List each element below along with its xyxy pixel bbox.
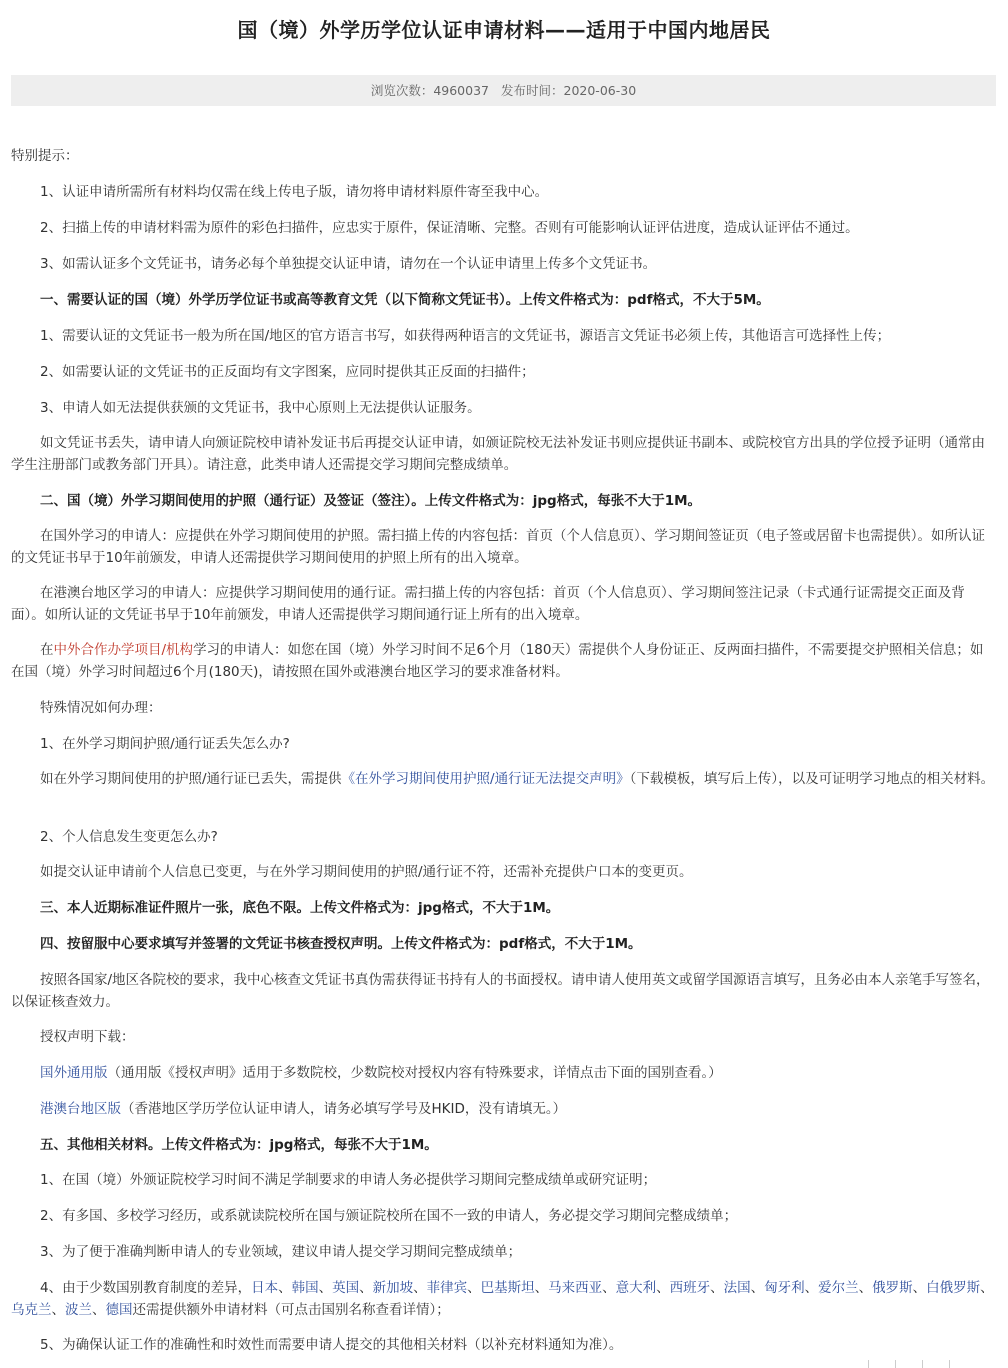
country-separator: 、: [534, 1280, 549, 1296]
section-1-heading: 一、需要认证的国（境）外学历学位证书或高等教育文凭（以下简称文凭证书）。上传文件格式为：pdf格式，不大于5M。: [40, 292, 770, 308]
hk-macao-taiwan-version-note: （香港地区学历学位认证申请人，请务必填写学号及HKID，没有请填无。）: [121, 1101, 567, 1117]
country-link[interactable]: 巴基斯坦: [480, 1280, 535, 1296]
country-separator: 、: [467, 1280, 481, 1296]
country-separator: 、: [656, 1280, 670, 1296]
section-2-hk-macao-taiwan: 在港澳台地区学习的申请人：应提供学习期间使用的通行证。需扫描上传的内容包括：首页（个人信息页）、学习期间签注记录（卡式通行证需提交正面及背面）。如所认证的文凭证书早于10年前颁发，申请人还需提供学习期间通行证上所有的出入境章。: [11, 585, 965, 623]
country-separator: 、: [858, 1280, 873, 1296]
section-5-heading: 五、其他相关材料。上传文件格式为：jpg格式，每张不大于1M。: [40, 1137, 438, 1153]
country-separator: 、: [92, 1302, 106, 1318]
country-link[interactable]: 白俄罗斯: [926, 1280, 981, 1296]
section-2-heading: 二、国（境）外学习期间使用的护照（通行证）及签证（签注）。上传文件格式为：jpg格式，每张不大于1M。: [40, 493, 702, 509]
item-4-prefix: 4、由于少数国别教育制度的差异，: [40, 1280, 252, 1296]
country-separator: 、: [278, 1280, 292, 1296]
answer-1-prefix: 如在外学习期间使用的护照/通行证已丢失，需提供: [40, 771, 342, 787]
section-5-item-1: 1、在国（境）外颁证院校学习时间不满足学制要求的申请人务必提供学习期间完整成绩单或研究证明；: [40, 1172, 657, 1188]
section-4-text: 按照各国家/地区各院校的要求，我中心核查文凭证书真伪需获得证书持有人的书面授权。请申请人使用英文或留学国源语言填写，且务必由本人亲笔手写签名，以保证核查效力。: [11, 972, 990, 1010]
special-question-2: 2、个人信息发生变更怎么办?: [40, 829, 218, 845]
section-2-cooperative-program: [11, 639, 996, 683]
authorization-download-label: 授权声明下载：: [40, 1029, 135, 1045]
section-5-item-4: [11, 1277, 996, 1321]
country-link[interactable]: 意大利: [615, 1280, 657, 1296]
view-count: 浏览次数：4960037: [370, 83, 489, 98]
section-1-item-1: 1、需要认证的文凭证书一般为所在国/地区的官方语言书写，如获得两种语言的文凭证书，源语言文凭证书必须上传，其他语言可选择性上传；: [40, 328, 891, 344]
article-meta-bar: [11, 75, 996, 106]
general-version-note: （通用版《授权声明》适用于多数院校，少数院校对授权内容有特殊要求，详情点击下面的国别查看。）: [107, 1065, 722, 1081]
section-1-item-3: 3、申请人如无法提供获颁的文凭证书，我中心原则上无法提供认证服务。: [40, 400, 481, 416]
country-separator: 、: [804, 1280, 819, 1296]
country-link[interactable]: 德国: [105, 1302, 133, 1318]
special-answer-2: 如提交认证申请前个人信息已变更，与在外学习期间使用的护照/通行证不符，还需补充提供户口本的变更页。: [40, 864, 693, 880]
general-version-link[interactable]: 国外通用版: [40, 1065, 108, 1081]
tips-heading: 特别提示：: [11, 148, 79, 164]
pagination-decoration: [868, 1358, 988, 1368]
hk-macao-taiwan-version-link[interactable]: 港澳台地区版: [40, 1101, 121, 1117]
country-link[interactable]: 菲律宾: [426, 1280, 468, 1296]
section-2-abroad: 在国外学习的申请人：应提供在外学习期间使用的护照。需扫描上传的内容包括：首页（个人信息页）、学习期间签证页（电子签或居留卡也需提供）。如所认证的文凭证书早于10年前颁发，申请人还需提供学习期间使用的护照上所有的出入境章。: [11, 528, 985, 566]
country-link[interactable]: 韩国: [291, 1280, 319, 1296]
answer-1-suffix: （下载模板，填写后上传），以及可证明学习地点的相关材料。: [629, 771, 995, 787]
coop-text: 学习的申请人：如您在国（境）外学习时间不足6个月（180天）需提供个人身份证正、反两面扫描件，不需要提交护照相关信息；如在国（境）外学习时间超过6个月(180天)，请按照在国外或港澳台地区学习的要求准备材料。: [11, 642, 984, 680]
country-separator: 、: [750, 1280, 765, 1296]
country-separator: 、: [710, 1280, 724, 1296]
country-link[interactable]: 匈牙利: [764, 1280, 805, 1296]
special-answer-1: [11, 768, 996, 790]
section-1-item-2: 2、如需要认证的文凭证书的正反面均有文字图案，应同时提供其正反面的扫描件；: [40, 364, 535, 380]
country-separator: 、: [980, 1280, 994, 1296]
tip-item-1: 1、认证申请所需所有材料均仅需在线上传电子版，请勿将申请材料原件寄至我中心。: [40, 184, 549, 200]
country-link[interactable]: 马来西亚: [548, 1280, 603, 1296]
country-link[interactable]: 西班牙: [669, 1280, 711, 1296]
country-link[interactable]: 爱尔兰: [818, 1280, 859, 1296]
country-separator: 、: [912, 1280, 927, 1296]
special-question-1: 1、在外学习期间护照/通行证丢失怎么办?: [40, 736, 290, 752]
coop-prefix: 在: [40, 642, 54, 658]
section-3-heading: 三、本人近期标准证件照片一张，底色不限。上传文件格式为：jpg格式，不大于1M。: [40, 900, 560, 916]
country-link[interactable]: 乌克兰: [11, 1302, 52, 1318]
section-4-heading: 四、按留服中心要求填写并签署的文凭证书核查授权声明。上传文件格式为：pdf格式，不大于1M。: [40, 936, 642, 952]
tip-item-3: 3、如需认证多个文凭证书，请务必每个单独提交认证申请，请勿在一个认证申请里上传多个文凭证书。: [40, 256, 657, 272]
country-separator: 、: [413, 1280, 427, 1296]
country-link[interactable]: 波兰: [65, 1302, 92, 1318]
country-separator: 、: [359, 1280, 373, 1296]
section-5-item-3: 3、为了便于准确判断申请人的专业领域，建议申请人提交学习期间完整成绩单；: [40, 1244, 522, 1260]
country-separator: 、: [318, 1280, 333, 1296]
page-title: 国（境）外学历学位认证申请材料——适用于中国内地居民: [237, 18, 771, 42]
download-hk-macao-taiwan-version: [11, 1098, 996, 1120]
publish-date: 发布时间：2020-06-30: [501, 83, 637, 98]
country-separator: 、: [602, 1280, 616, 1296]
section-5-item-2: 2、有多国、多校学习经历，或系就读院校所在国与颁证院校所在国不一致的申请人，务必提交学习期间完整成绩单；: [40, 1208, 738, 1224]
item-4-suffix: 还需提供额外申请材料（可点击国别名称查看详情）；: [132, 1302, 450, 1318]
lost-passport-declaration-link[interactable]: 《在外学习期间使用护照/通行证无法提交声明》: [341, 771, 630, 787]
country-separator: 、: [51, 1302, 65, 1318]
download-general-version: [11, 1062, 996, 1084]
country-link[interactable]: 法国: [723, 1280, 751, 1296]
tip-item-2: 2、扫描上传的申请材料需为原件的彩色扫描件，应忠实于原件，保证清晰、完整。否则有可能影响认证评估进度，造成认证评估不通过。: [40, 220, 859, 236]
section-1-lost-certificate: 如文凭证书丢失，请申请人向颁证院校申请补发证书后再提交认证申请，如颁证院校无法补发证书则应提供证书副本、或院校官方出具的学位授予证明（通常由学生注册部门或教务部门开具）。请注意，此类申请人还需提交学习期间完整成绩单。: [11, 435, 985, 473]
country-link[interactable]: 日本: [251, 1280, 279, 1296]
section-5-item-5: 5、为确保认证工作的准确性和时效性而需要申请人提交的其他相关材料（以补充材料通知为准）。: [40, 1337, 623, 1353]
coop-program-link[interactable]: 中外合作办学项目/机构: [53, 642, 194, 658]
country-link[interactable]: 新加坡: [372, 1280, 414, 1296]
country-link[interactable]: 俄罗斯: [872, 1280, 913, 1296]
country-link[interactable]: 英国: [332, 1280, 360, 1296]
special-cases-heading: 特殊情况如何办理：: [40, 700, 162, 716]
